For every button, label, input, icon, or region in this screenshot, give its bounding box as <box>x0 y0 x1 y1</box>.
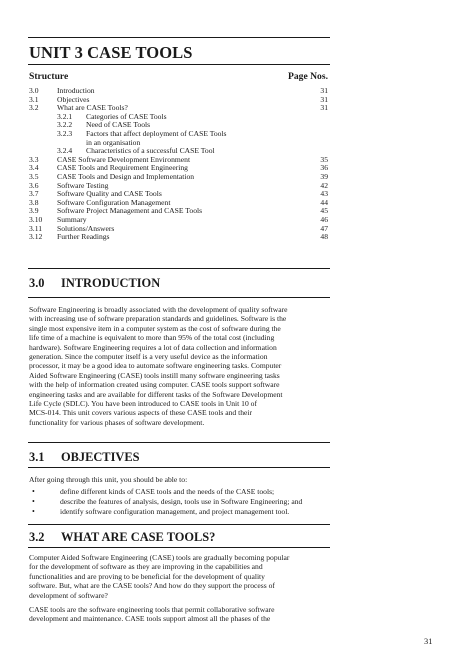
text-line: MCS-014. This unit covers various aspects of these CASE tools and their <box>29 408 253 418</box>
text-line: processor, it may be a good idea to automate software engineering tasks. Computer <box>29 361 282 371</box>
toc-page-number: 43 <box>320 189 328 199</box>
text-line: Aided Software Engineering (CASE) tools instill many software engineering tasks <box>29 370 280 380</box>
section-number: 3.0 <box>29 276 45 290</box>
section-title: INTRODUCTION <box>61 276 161 290</box>
toc-title-continued: in an organisation <box>86 137 141 147</box>
toc-title: Categories of CASE Tools <box>86 111 167 121</box>
toc-number: 3.3 <box>29 154 39 164</box>
section-rule-intro <box>28 268 330 269</box>
toc-page-number: 31 <box>320 86 328 95</box>
toc-title: What are CASE Tools? <box>57 103 128 113</box>
text-line: for the development of software as they are improving in the capabilities and <box>29 562 263 572</box>
objective-item <box>29 497 303 507</box>
toc-title: Further Readings <box>57 232 110 242</box>
section-number: 3.2 <box>29 530 45 544</box>
section-heading-what-are-case-tools <box>29 530 215 545</box>
toc-title: Objectives <box>57 94 90 104</box>
text-line: development and maintenance. CASE tools support almost all the phases of the <box>29 614 271 624</box>
toc-number: 3.9 <box>29 206 39 216</box>
toc-number: 3.2.4 <box>57 146 73 156</box>
text-line: software. But, what are the CASE tools? And how do they support the process of <box>29 581 275 591</box>
toc-page-number: 31 <box>320 94 328 104</box>
toc-page-number: 44 <box>320 197 328 207</box>
toc-title: CASE Tools and Design and Implementation <box>57 172 195 181</box>
text-line: Software Engineering is broadly associated with the development of quality software <box>29 305 288 314</box>
toc-page-number: 31 <box>320 103 328 113</box>
toc-number: 3.10 <box>29 215 43 224</box>
toc-number: 3.2.1 <box>57 111 73 121</box>
toc-page-number: 39 <box>320 172 328 181</box>
objective-item <box>29 487 275 497</box>
toc-number: 3.0 <box>29 86 39 95</box>
section-title: OBJECTIVES <box>61 450 140 464</box>
toc-title: CASE Software Development Environment <box>57 154 191 164</box>
page-numbers-heading: Page Nos. <box>288 71 328 82</box>
text-line: engineering tasks and are available for different tasks of the Software Development <box>29 389 283 399</box>
toc-page-number: 45 <box>320 206 328 216</box>
objective-text: describe the features of analysis, design, tools use in Software Engineering; and <box>60 497 303 507</box>
toc-number: 3.4 <box>29 163 39 173</box>
text-line: single most expensive item in a computer system as the cost of software during the <box>29 323 281 333</box>
toc-title: Characteristics of a successful CASE Tool <box>86 146 215 156</box>
toc-title: Software Quality and CASE Tools <box>57 189 162 199</box>
unit-title: UNIT 3 CASE TOOLS <box>29 43 193 62</box>
toc-page-number: 36 <box>320 163 328 173</box>
section-heading-introduction <box>29 276 160 291</box>
top-rule <box>28 37 330 38</box>
text-line: Life Cycle (SDLC). You have been introduced to CASE tools in Unit 10 of <box>29 399 257 409</box>
bullet-icon: • <box>32 487 35 496</box>
section-heading-objectives <box>29 450 140 465</box>
toc-number: 3.7 <box>29 189 39 199</box>
toc-number: 3.2.3 <box>57 129 73 138</box>
what-are-paragraph-2 <box>29 605 333 624</box>
objectives-list <box>29 487 303 518</box>
toc-title: Introduction <box>57 86 95 95</box>
text-line: Computer Aided Software Engineering (CASE) tools are gradually becoming popular <box>29 553 290 562</box>
toc-number: 3.11 <box>29 223 43 233</box>
toc-number: 3.6 <box>29 180 39 190</box>
toc-number: 3.8 <box>29 197 39 207</box>
text-line: with increasing use of software preparation standards and guidelines. Software is the <box>29 314 287 324</box>
section-rule-objectives <box>28 442 330 443</box>
text-line: CASE tools are the software engineering tools that permit collaborative software <box>29 605 275 614</box>
text-line: development of software? <box>29 590 108 600</box>
toc-title: Need of CASE Tools <box>86 120 151 130</box>
text-line: with the help of information created using computer. CASE tools support software <box>29 380 280 390</box>
toc-title: Solutions/Answers <box>57 223 115 233</box>
objectives-intro: After going through this unit, you should be able to: <box>29 475 188 484</box>
objective-text: identify software configuration management, and project management tool. <box>60 507 290 517</box>
text-line: functionality for various phases of software development. <box>29 417 205 427</box>
toc-page-number: 42 <box>320 180 328 190</box>
toc-number: 3.1 <box>29 94 39 104</box>
page-number: 31 <box>424 637 433 646</box>
toc-page-number: 47 <box>320 223 328 233</box>
section-title: WHAT ARE CASE TOOLS? <box>61 530 216 544</box>
text-line: hardware). Software Engineering requires a lot of data collection and information <box>29 342 277 352</box>
text-line: life time of a machine is equivalent to more than 95% of the total cost (including <box>29 333 275 343</box>
toc-title: Software Project Management and CASE Tools <box>57 206 203 216</box>
toc-number: 3.2 <box>29 103 39 113</box>
introduction-paragraph <box>29 305 333 427</box>
text-line: functionalities and are proving to be beneficial for the development of quality <box>29 571 265 581</box>
toc-title: Summary <box>57 215 87 224</box>
toc-number: 3.2.2 <box>57 120 73 130</box>
toc-number: 3.12 <box>29 232 43 242</box>
bullet-icon: • <box>32 507 35 517</box>
toc-page-number: 46 <box>320 215 328 224</box>
title-rule <box>28 64 330 65</box>
objective-item <box>29 507 290 517</box>
section-number: 3.1 <box>29 450 45 464</box>
text-line: generation. Since the computer itself is a very useful device as the information <box>29 352 268 362</box>
toc-title: CASE Tools and Requirement Engineering <box>57 163 188 173</box>
section-rule-what-are <box>28 524 330 525</box>
section-underline-what-are <box>28 547 330 548</box>
toc-page-number: 35 <box>320 154 328 164</box>
objective-text: define different kinds of CASE tools and the needs of the CASE tools; <box>60 487 275 496</box>
section-underline-intro <box>28 297 330 298</box>
toc-title: Factors that affect deployment of CASE Tools <box>86 129 227 138</box>
toc-number: 3.5 <box>29 172 39 181</box>
toc-page-number: 48 <box>320 232 328 242</box>
bullet-icon: • <box>32 497 35 507</box>
toc-title: Software Configuration Management <box>57 197 171 207</box>
what-are-paragraph-1 <box>29 553 333 600</box>
toc-title: Software Testing <box>57 180 109 190</box>
section-underline-objectives <box>28 467 330 468</box>
structure-heading: Structure <box>29 71 69 82</box>
